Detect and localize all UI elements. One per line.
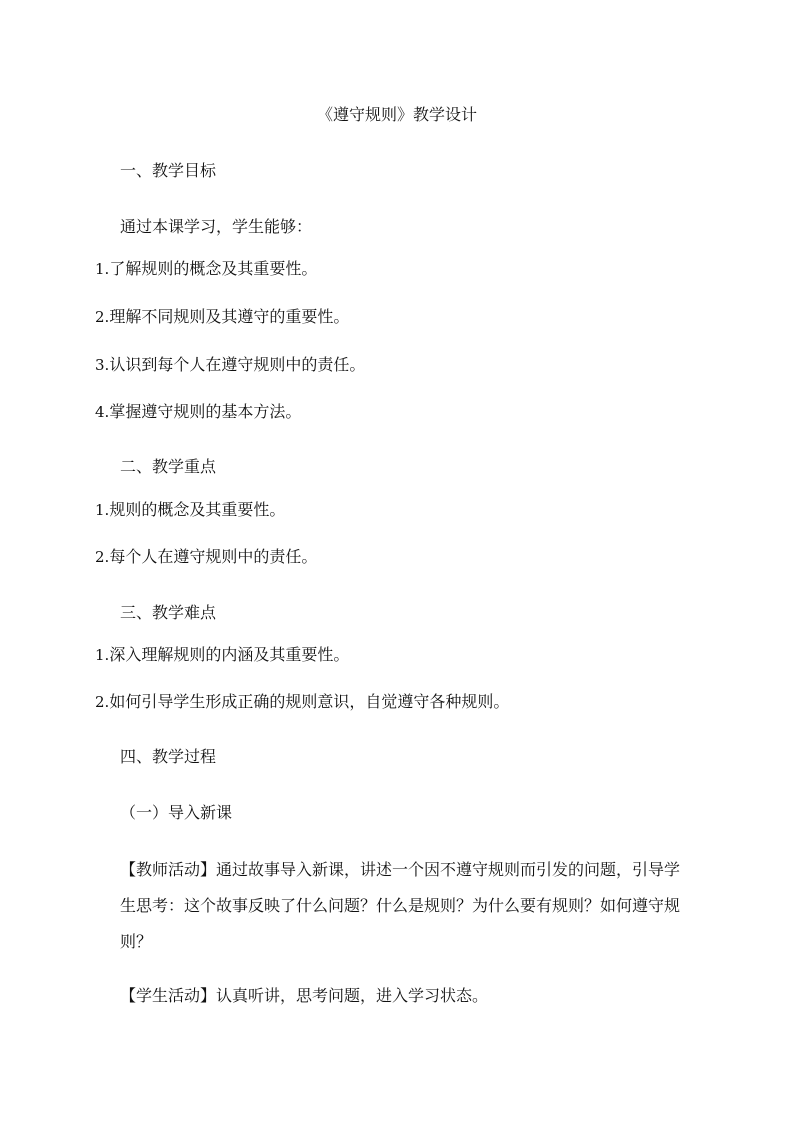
- list-item-number: 1.: [95, 646, 110, 664]
- list-item-number: 1.: [95, 260, 110, 278]
- section-heading-process: 四、教学过程: [120, 747, 217, 766]
- list-item-number: 2.: [95, 308, 110, 326]
- objectives-intro: 通过本课学习，学生能够：: [120, 217, 313, 236]
- list-item: [95, 546, 317, 568]
- list-item-text: 如何引导学生形成正确的规则意识，自觉遵守各种规则。: [109, 692, 510, 711]
- list-item: [95, 306, 349, 328]
- subsection-heading-intro: （一）导入新课: [120, 803, 233, 822]
- teacher-activity-paragraph: 【教师活动】通过故事导入新课，讲述一个因不遵守规则而引发的问题，引导学生思考：这个故事反映了什么问题？什么是规则？为什么要有规则？如何遵守规则？: [120, 860, 681, 951]
- list-item-number: 2.: [95, 548, 110, 566]
- list-item: [95, 401, 301, 423]
- list-item-text: 每个人在遵守规则中的责任。: [109, 547, 318, 566]
- list-item-number: 3.: [95, 356, 110, 374]
- list-item: [95, 691, 509, 713]
- document-title: 《遵守规则》教学设计: [316, 105, 477, 124]
- list-item: [95, 499, 285, 521]
- section-heading-objectives: 一、教学目标: [120, 161, 217, 180]
- list-item-number: 1.: [95, 501, 110, 519]
- list-item: [95, 644, 349, 666]
- list-item-number: 4.: [95, 403, 110, 421]
- list-item-text: 了解规则的概念及其重要性。: [109, 259, 318, 278]
- list-item-text: 理解不同规则及其遵守的重要性。: [109, 307, 350, 326]
- list-item-text: 深入理解规则的内涵及其重要性。: [109, 645, 350, 664]
- list-item-text: 掌握遵守规则的基本方法。: [109, 402, 302, 421]
- list-item: [95, 258, 317, 280]
- list-item-text: 规则的概念及其重要性。: [109, 500, 286, 519]
- list-item-text: 认识到每个人在遵守规则中的责任。: [109, 355, 366, 374]
- section-heading-difficulties: 三、教学难点: [120, 603, 217, 622]
- list-item: [95, 354, 365, 376]
- student-activity-paragraph: 【学生活动】认真听讲，思考问题，进入学习状态。: [120, 986, 489, 1005]
- section-heading-key-points: 二、教学重点: [120, 457, 217, 476]
- list-item-number: 2.: [95, 693, 110, 711]
